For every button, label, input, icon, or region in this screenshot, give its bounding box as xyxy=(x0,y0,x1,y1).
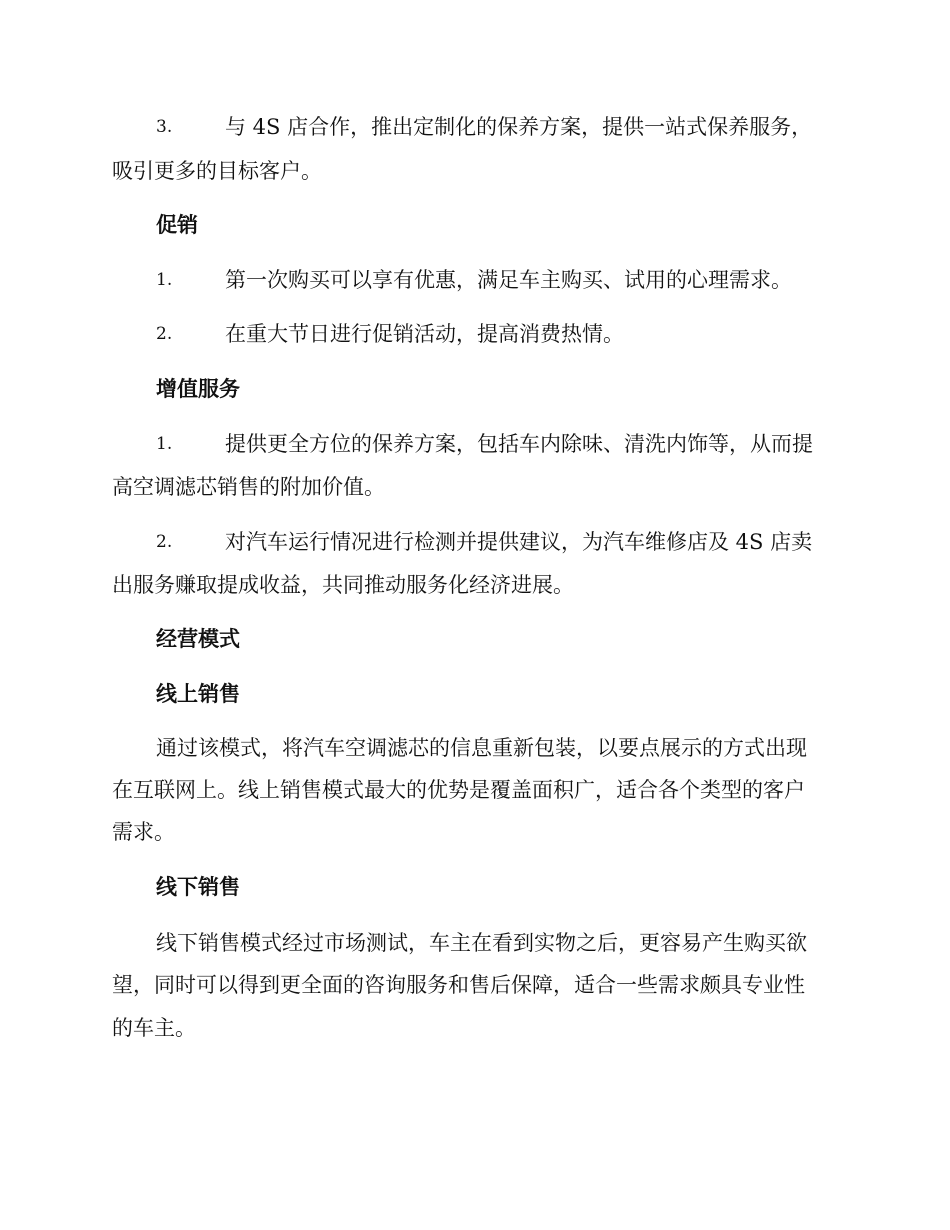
paragraph-line: 线下销售模式经过市场测试，车主在看到实物之后，更容易产生购买欲 xyxy=(156,931,807,955)
list-number: 2. xyxy=(156,532,173,552)
list-item-text-continued: 出服务赚取提成收益，共同推动服务化经济进展。 xyxy=(112,573,574,597)
paragraph-line: 通过该模式，将汽车空调滤芯的信息重新包装，以要点展示的方式出现 xyxy=(156,736,807,760)
list-item-text-continued: 高空调滤芯销售的附加价值。 xyxy=(112,475,385,499)
list-item-text: 在重大节日进行促销活动，提高消费热情。 xyxy=(225,322,624,346)
paragraph-line: 需求。 xyxy=(112,820,175,844)
list-item-text: 提供更全方位的保养方案，包括车内除味、清洗内饰等，从而提 xyxy=(225,432,813,456)
paragraph-line: 的车主。 xyxy=(112,1016,196,1040)
section-heading-promotion: 促销 xyxy=(156,213,198,237)
list-number: 1. xyxy=(156,434,173,454)
section-heading-business-model: 经营模式 xyxy=(156,627,240,651)
list-number: 3. xyxy=(156,117,173,137)
list-item-text-continued: 吸引更多的目标客户。 xyxy=(112,159,322,183)
list-number: 1. xyxy=(156,270,173,290)
section-heading-offline-sales: 线下销售 xyxy=(156,875,240,899)
list-item-text: 与 4S 店合作，推出定制化的保养方案，提供一站式保养服务， xyxy=(225,115,813,139)
section-heading-online-sales: 线上销售 xyxy=(156,682,240,706)
paragraph-line: 望，同时可以得到更全面的咨询服务和售后保障，适合一些需求颇具专业性 xyxy=(112,973,805,997)
paragraph-line: 在互联网上。线上销售模式最大的优势是覆盖面积广，适合各个类型的客户 xyxy=(112,778,805,802)
list-item-text: 对汽车运行情况进行检测并提供建议，为汽车维修店及 4S 店卖 xyxy=(225,530,813,554)
list-number: 2. xyxy=(156,324,173,344)
list-item-text: 第一次购买可以享有优惠，满足车主购买、试用的心理需求。 xyxy=(225,268,792,292)
section-heading-value-added: 增值服务 xyxy=(156,377,240,401)
